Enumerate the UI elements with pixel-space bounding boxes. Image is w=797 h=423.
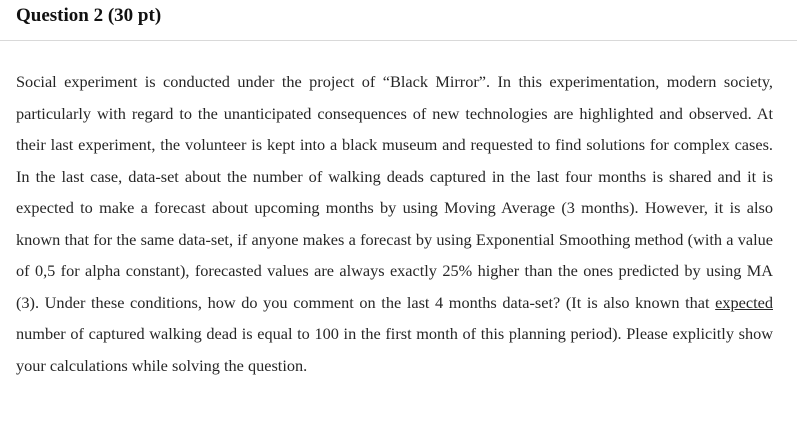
question-body xyxy=(16,66,773,381)
underlined-word-expected: expected xyxy=(715,292,773,312)
question-text-part-2: number of captured walking dead is equal to 100 in the first month of this planning period). Please explicitly show your calculations while solving the question. xyxy=(16,324,773,375)
header-divider xyxy=(0,40,797,41)
question-title: Question 2 (30 pt) xyxy=(16,5,162,26)
question-text-part-1: Social experiment is conducted under the project of “Black Mirror”. In this experimentation, modern society, particularly with regard to the unanticipated consequences of new technologies are highlighted and observed. At their last experiment, the volunteer is kept into a black museum and requested to find solutions for complex cases. In the last case, data-set about the number of walking deads captured in the last four months is shared and it is expected to make a forecast about upcoming months by using Moving Average (3 months). However, it is also known that for the same data-set, if anyone makes a forecast by using Exponential Smoothing method (with a value of 0,5 for alpha constant), forecasted values are always exactly 25% higher than the ones predicted by using MA (3). Under these conditions, how do you comment on the last 4 months data-set? (It is also known that xyxy=(16,72,773,312)
